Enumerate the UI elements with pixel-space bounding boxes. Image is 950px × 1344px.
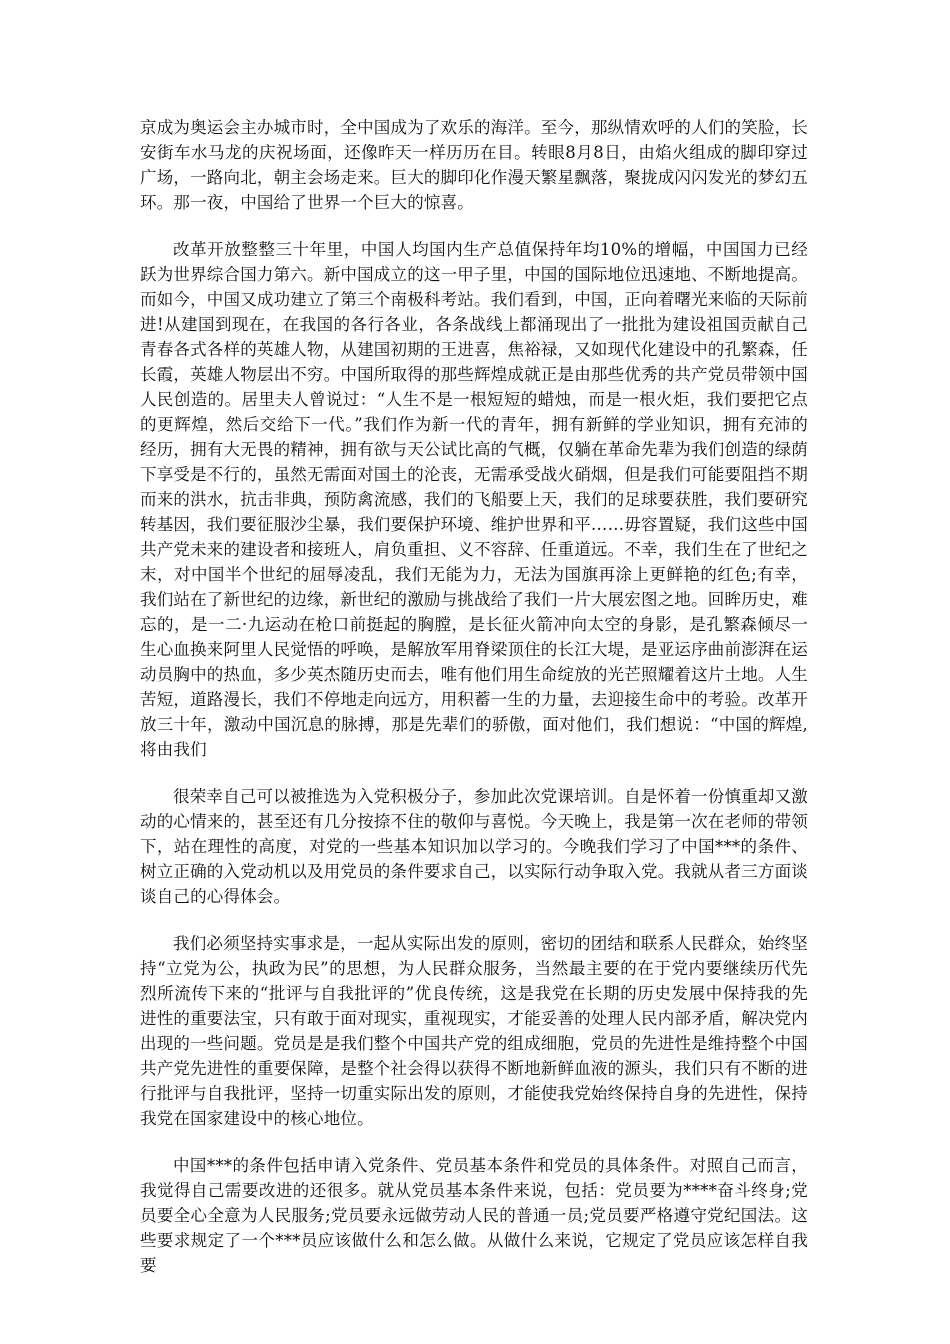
paragraph-1: 京成为奥运会主办城市时，全中国成为了欢乐的海洋。至今，那纵情欢呼的人们的笑脸，长安街车水马龙的庆祝场面，还像昨天一样历历在目。转眼8月8日，由焰火组成的脚印穿过广场，一路向北，朝主会场走来。巨大的脚印化作漫天繁星飘落，聚拢成闪闪发光的梦幻五环。那一夜，中国给了世界一个巨大的惊喜。 xyxy=(140,118,808,212)
paragraph-5: 中国***的条件包括申请入党条件、党员基本条件和党员的具体条件。对照自己而言，我觉得自己需要改进的还很多。就从党员基本条件来说，包括：党员要为****奋斗终身;党员要全心全意为人民服务;党员要永远做劳动人民的普通一员;党员要严格遵守党纪国法。这些要求规定了一个***员应该做什么和怎么做。从做什么来说，它规定了党员应该怎样自我要 xyxy=(140,1156,808,1275)
paragraph-3: 很荣幸自己可以被推选为入党积极分子，参加此次党课培训。自是怀着一份慎重却又激动的心情来的，甚至还有几分按捺不住的敬仰与喜悦。今天晚上，我是第一次在老师的带领下，站在理性的高度，对党的一些基本知识加以学习的。今晚我们学习了中国***的条件、树立正确的入党动机以及用党员的条件要求自己，以实际行动争取入党。我就从者三方面谈谈自己的心得体会。 xyxy=(140,787,808,906)
document-body xyxy=(140,115,808,1300)
paragraph-2: 改革开放整整三十年里，中国人均国内生产总值保持年均10%的增幅，中国国力已经跃为世界综合国力第六。新中国成立的这一甲子里，中国的国际地位迅速地、不断地提高。而如今，中国又成功建立了第三个南极科考站。我们看到，中国，正向着曙光来临的天际前进!从建国到现在，在我国的各行各业，各条战线上都涌现出了一批批为建设祖国贡献自己青春各式各样的英雄人物，从建国初期的王进喜，焦裕禄，又如现代化建设中的孔繁森，任长霞，英雄人物层出不穷。中国所取得的那些辉煌成就正是由那些优秀的共产党员带领中国人民创造的。居里夫人曾说过：“人生不是一根短短的蜡烛，而是一根火炬，我们要把它点的更辉煌，然后交给下一代。”我们作为新一代的青年，拥有新鲜的学业知识，拥有充沛的经历，拥有大无畏的精神，拥有欲与天公试比高的气概，仅躺在革命先辈为我们创造的绿荫下享受是不行的，虽然无需面对国土的沦丧，无需承受战火硝烟，但是我们可能要阻挡不期而来的洪水，抗击非典，预防禽流感，我们的飞船要上天，我们的足球要获胜，我们要研究转基因，我们要征服沙尘暴，我们要保护环境、维护世界和平……毋容置疑，我们这些中国共产党未来的建设者和接班人，肩负重担、义不容辞、任重道远。不幸，我们生在了世纪之末，对中国半个世纪的屈辱凌乱，我们无能为力，无法为国旗再涂上更鲜艳的红色;有幸，我们站在了新世纪的边缘，新世纪的激励与挑战给了我们一片大展宏图之地。回眸历史，难忘的，是一二·九运动在枪口前挺起的胸膛，是长征火箭冲向太空的身影，是孔繁森倾尽一生心血换来阿里人民觉悟的呼唤，是解放军用脊梁顶住的长江大堤，是亚运序曲前澎湃在运动员胸中的热血，多少英杰随历史而去，唯有他们用生命绽放的光芒照耀着这片土地。人生苦短，道路漫长，我们不停地走向远方，用积蓄一生的力量，去迎接生命中的考验。改革开放三十年，激动中国沉息的脉搏，那是先辈们的骄傲，面对他们，我们想说：“中国的辉煌,将由我们 xyxy=(140,240,808,759)
paragraph-4: 我们必须坚持实事求是，一起从实际出发的原则，密切的团结和联系人民群众，始终坚持“立党为公，执政为民”的思想，为人民群众服务，当然最主要的在于党内要继续历代先烈所流传下来的“批评与自我批评的”优良传统，这是我党在长期的历史发展中保持我的先进性的重要法宝，只有敢于面对现实，重视现实，才能妥善的处理人民内部矛盾，解决党内出现的一些问题。党员是是我们整个中国共产党的组成细胞，党员的先进性是维持整个中国共产党先进性的重要保障，是整个社会得以获得不断地新鲜血液的源头，我们只有不断的进行批评与自我批评，坚持一切重实际出发的原则，才能使我党始终保持自身的先进性，保持我党在国家建设中的核心地位。 xyxy=(140,934,808,1128)
